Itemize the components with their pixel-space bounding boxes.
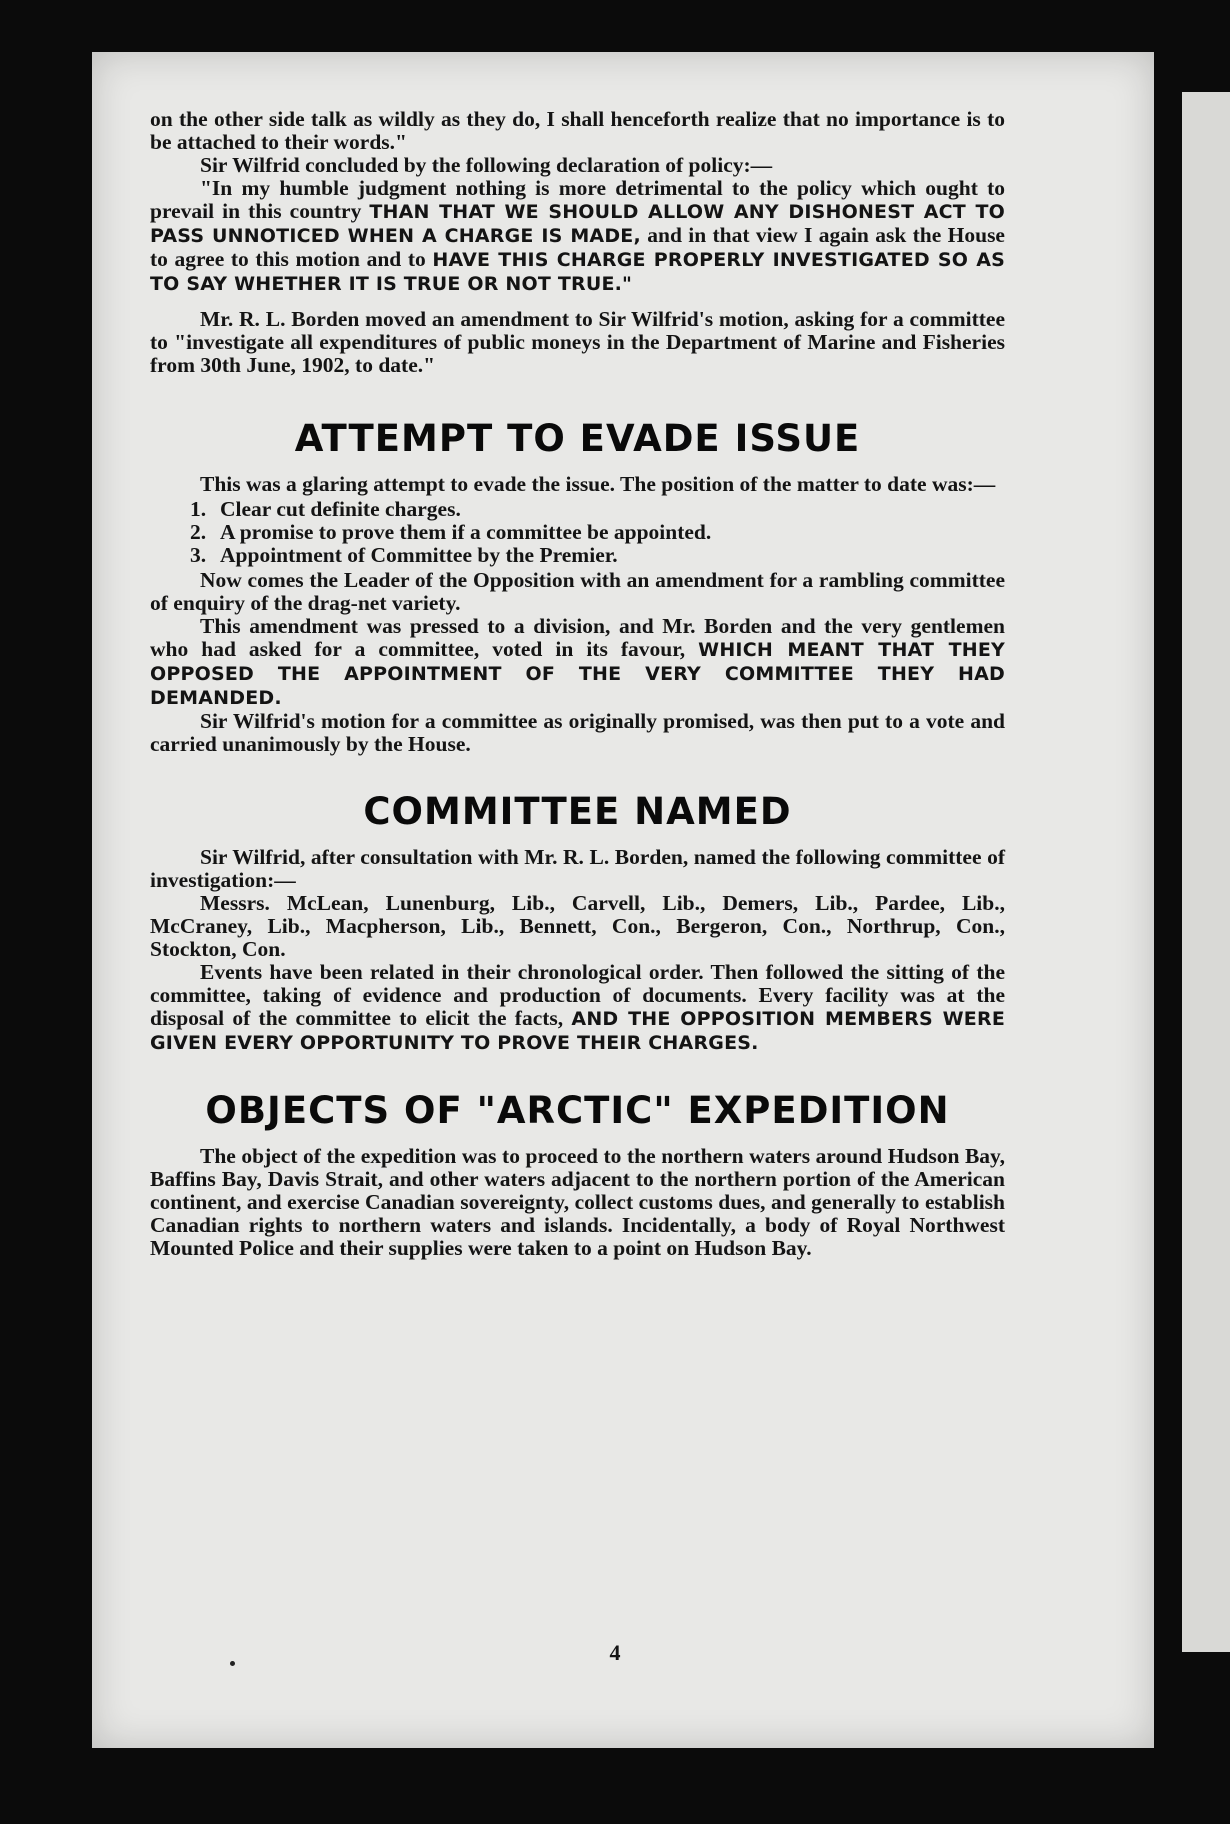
paragraph-committee-intro: Sir Wilfrid, after consultation with Mr. R. L. Borden, named the following committee of investigation:—	[150, 845, 1005, 892]
page-number: 4	[609, 1640, 621, 1665]
amendment-emphasis: WHICH MEANT THAT THEY OPPOSED THE APPOINTMENT OF THE VERY COMMITTEE THEY HAD DEMANDED.	[150, 639, 1006, 709]
paragraph-continuation: on the other side talk as wildly as they do, I shall henceforth realize that no importance is to be attached to their words."	[150, 107, 1005, 154]
events-emphasis: AND THE OPPOSITION MEMBERS WERE GIVEN EVERY OPPORTUNITY TO PROVE THEIR CHARGES.	[150, 1008, 1005, 1054]
list-number: 1.	[190, 497, 207, 521]
paragraph-events	[150, 961, 1005, 1055]
list-number: 3.	[190, 543, 207, 567]
paragraph-policy-intro: Sir Wilfrid concluded by the following declaration of policy:—	[200, 153, 773, 177]
quote-emphasis-1: THAN THAT WE SHOULD ALLOW ANY DISHONEST ACT TO PASS UNNOTICED WHEN A CHARGE IS MADE,	[150, 201, 1005, 247]
paragraph-committee-members: Messrs. McLean, Lunenburg, Lib., Carvell, Lib., Demers, Lib., Pardee, Lib., McCraney, Lib., Macpherson, Lib., Bennett, Con., Bergeron, Con., Northrup, Con., Stockton, Con.	[150, 891, 1005, 961]
paragraph-borden-amendment: Mr. R. L. Borden moved an amendment to Sir Wilfrid's motion, asking for a committee to "investigate all expenditures of public moneys in the Department of Marine and Fisheries from 30th June, 1902, to date."	[150, 307, 1005, 377]
paragraph-quote	[150, 177, 1005, 296]
page-mark	[230, 1661, 235, 1666]
list-text: A promise to prove them if a committee be appointed.	[220, 520, 712, 544]
heading-attempt-to-evade: ATTEMPT TO EVADE ISSUE	[294, 417, 861, 460]
list-text: Clear cut definite charges.	[220, 497, 461, 521]
list-item	[150, 498, 1005, 521]
adjacent-page-edge	[1182, 92, 1230, 1652]
quote-text-2: and in that view I again ask the House to agree to this motion and to	[150, 223, 1005, 271]
quote-text-1: "In my humble judgment nothing is more detrimental to the policy which ought to prevail in this country	[150, 176, 1005, 223]
heading-committee-named: COMMITTEE NAMED	[363, 790, 792, 833]
paragraph-expedition-objects: The object of the expedition was to proceed to the northern waters around Hudson Bay, Baffins Bay, Davis Strait, and other waters adjacent to the northern portion of the American continent, and exercise Canadian sovereignty, collect customs dues, and generally to establish Canadian rights to northern waters and islands. Incidentally, a body of Royal Northwest Mounted Police and their supplies were taken to a point on Hudson Bay.	[150, 1144, 1005, 1260]
list-text: Appointment of Committee by the Premier.	[220, 543, 618, 567]
quote-emphasis-2: HAVE THIS CHARGE PROPERLY INVESTIGATED SO AS TO SAY WHETHER IT IS TRUE OR NOT TRUE."	[150, 249, 1006, 295]
list-item	[150, 521, 1005, 544]
charges-list	[150, 498, 1005, 567]
amendment-text: This amendment was pressed to a division, and Mr. Borden and the very gentlemen who had asked for a committee, voted in its favour,	[150, 614, 1005, 661]
events-text: Events have been related in their chronological order. Then followed the sitting of the committee, taking of evidence and production of documents. Every facility was at the disposal of the committee to elicit the facts,	[150, 960, 1005, 1030]
paragraph-amendment-division	[150, 615, 1005, 710]
paragraph-motion-carried: Sir Wilfrid's motion for a committee as originally promised, was then put to a vote and carried unanimously by the House.	[150, 709, 1005, 756]
paragraph-evade-intro: This was a glaring attempt to evade the issue. The position of the matter to date was:—	[200, 472, 996, 496]
paragraph-leader: Now comes the Leader of the Opposition with an amendment for a rambling committee of enquiry of the drag-net variety.	[150, 568, 1005, 615]
list-number: 2.	[190, 520, 207, 544]
list-item	[150, 544, 1005, 567]
heading-objects-arctic-expedition: OBJECTS OF "ARCTIC" EXPEDITION	[205, 1089, 950, 1132]
page-content	[150, 108, 1005, 1260]
